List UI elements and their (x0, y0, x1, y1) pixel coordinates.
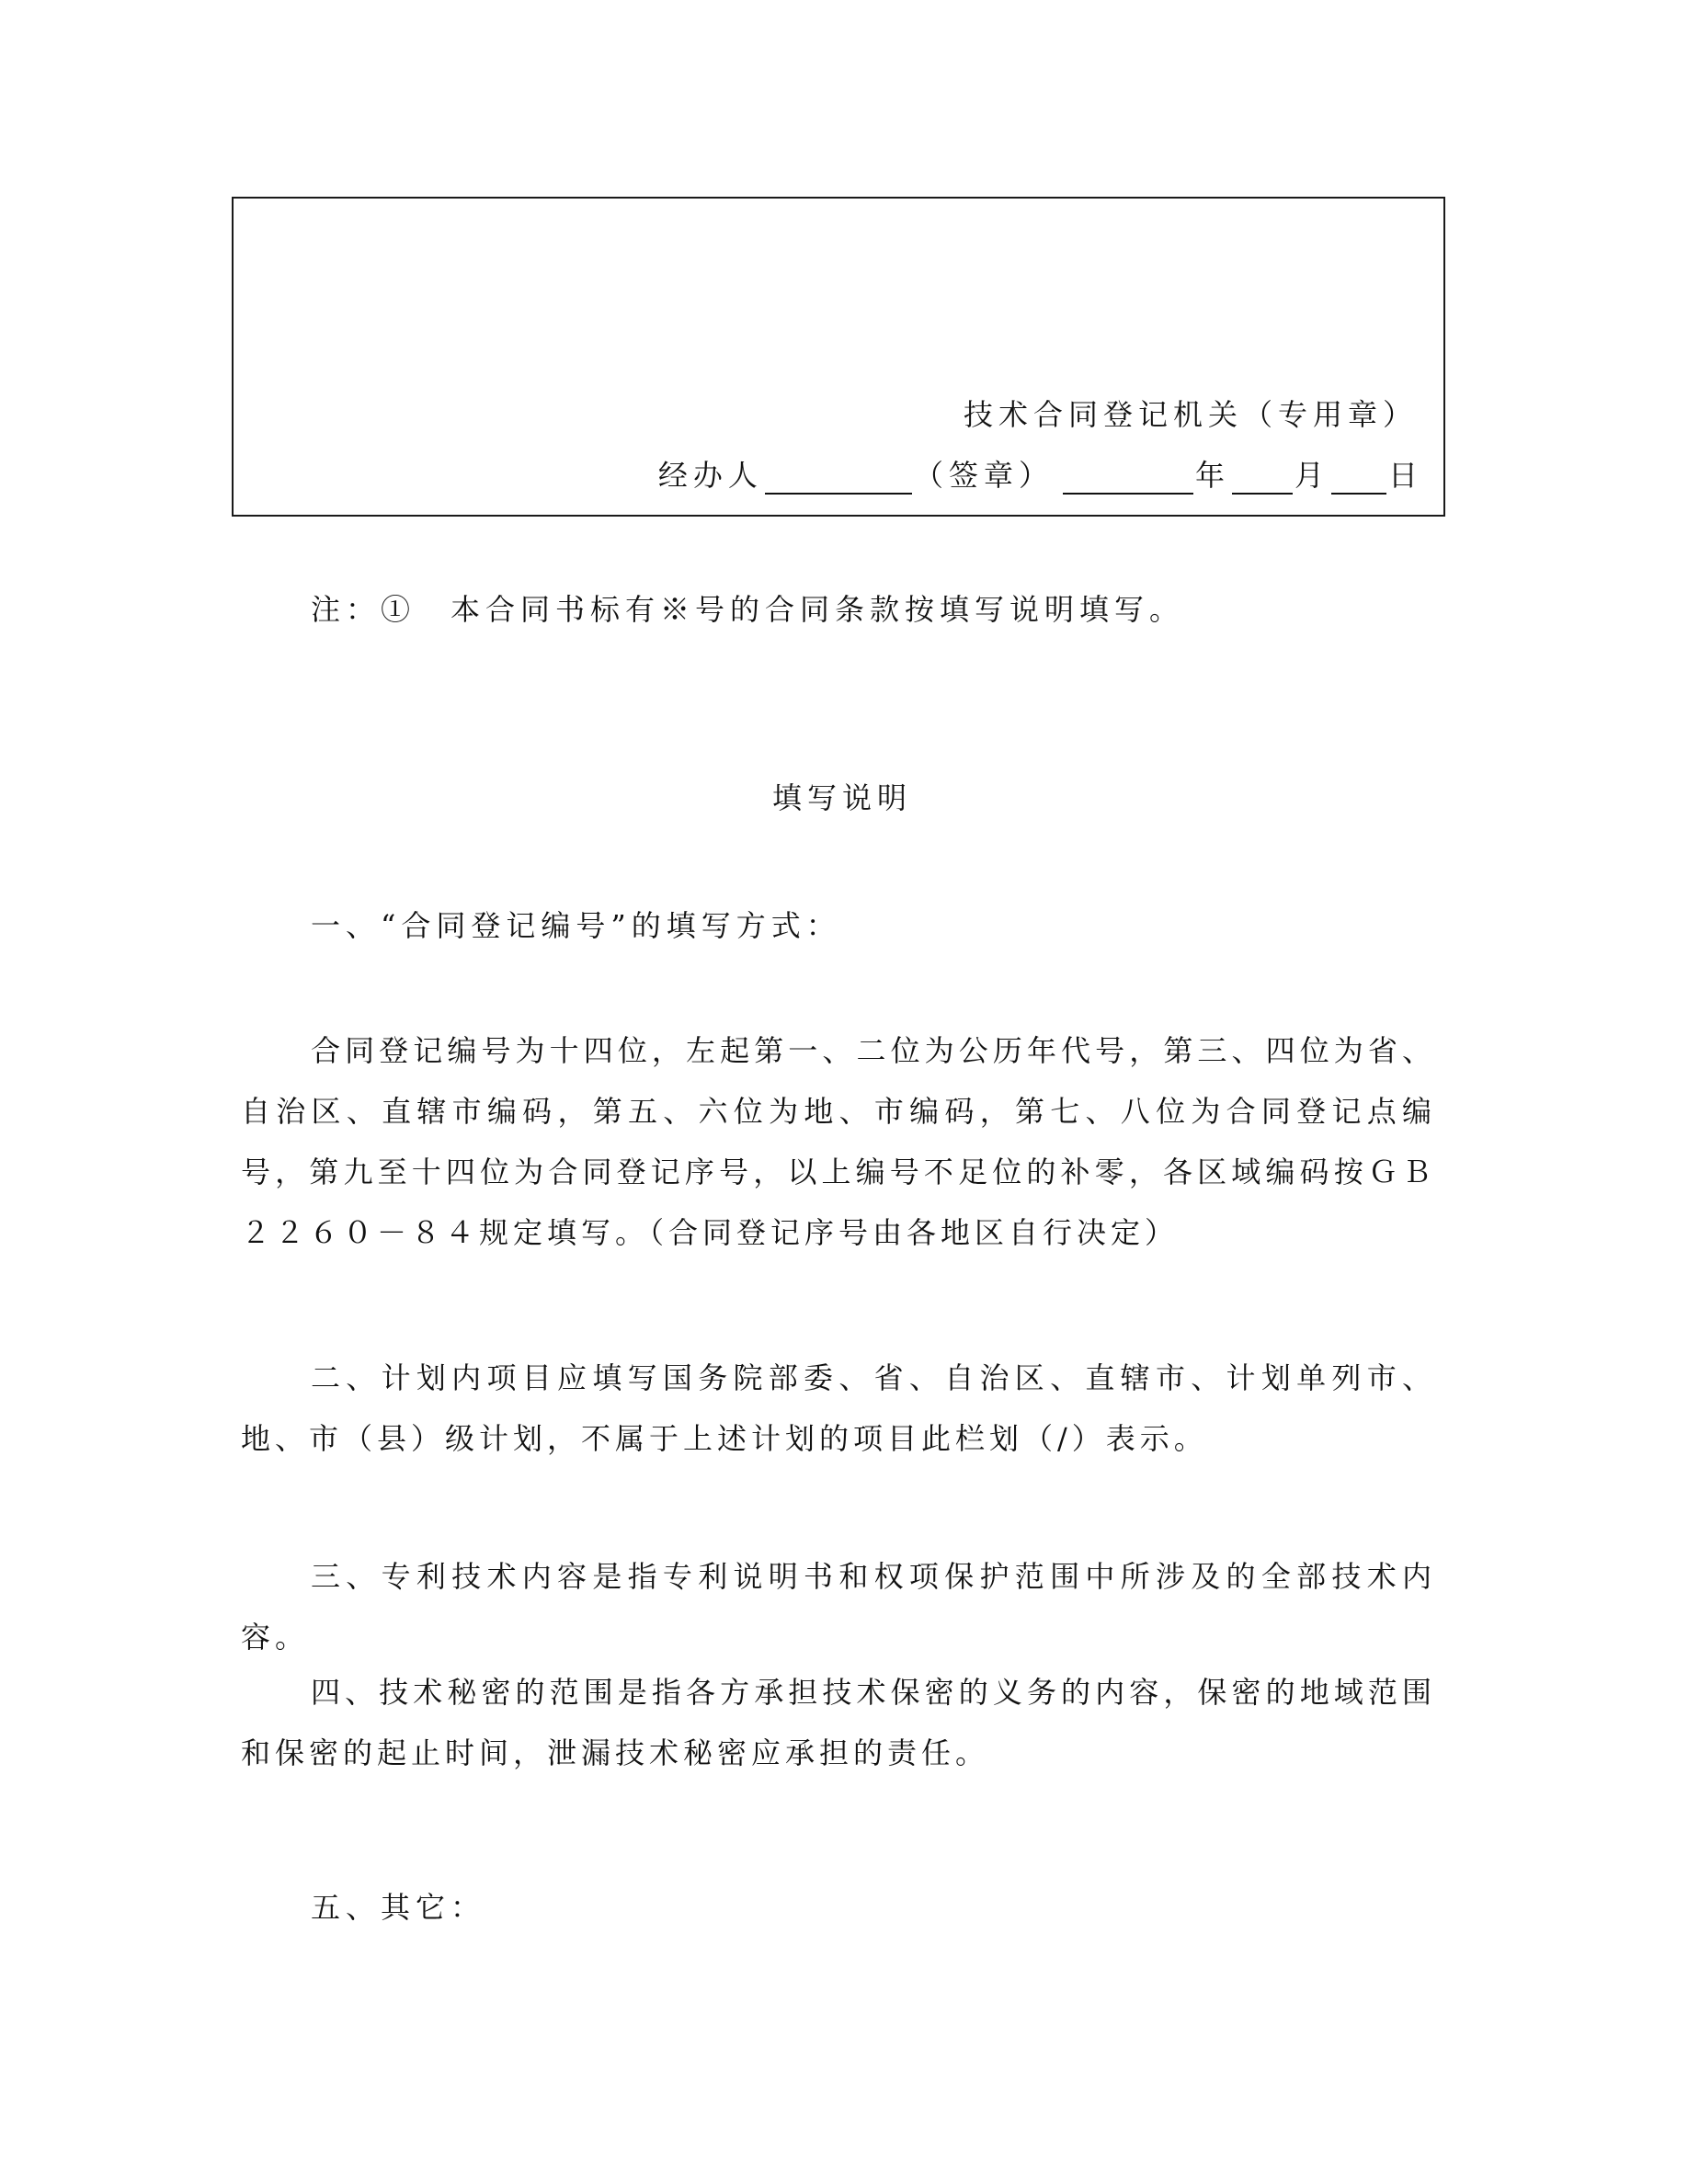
month-blank[interactable] (1232, 461, 1293, 495)
item4-paragraph: 四、技术秘密的范围是指各方承担技术保密的义务的内容，保密的地域范围和保密的起止时间，泄漏技术秘密应承担的责任。 (241, 1675, 1436, 1770)
instructions-title: 填写说明 (772, 780, 913, 815)
registration-authority-seal-label: 技术合同登记机关（专用章） (963, 397, 1418, 432)
month-label: 月 (1294, 458, 1329, 493)
item5-heading: 五、其它： (311, 1890, 486, 1925)
sign-label: （签章） (913, 458, 1054, 493)
year-label: 年 (1194, 458, 1230, 493)
handler-name-blank[interactable] (765, 461, 912, 495)
note-line: 注：① 本合同书标有※号的合同条款按填写说明填写。 (311, 592, 1185, 627)
item3-paragraph: 三、专利技术内容是指专利说明书和权项保护范围中所涉及的全部技术内容。 (241, 1559, 1436, 1655)
year-blank[interactable] (1063, 461, 1193, 495)
item1-heading: 一、“合同登记编号”的填写方式： (311, 908, 841, 943)
day-blank[interactable] (1331, 461, 1386, 495)
day-label: 日 (1387, 458, 1423, 493)
item1-body: 合同登记编号为十四位，左起第一、二位为公历年代号，第三、四位为省、自治区、直辖市编码，第五、六位为地、市编码，第七、八位为合同登记点编号，第九至十四位为合同登记序号，以上编号不足位的补零，各区域编码按ＧＢ２２６０－８４规定填写。（合同登记序号由各地区自行决定） (241, 1033, 1436, 1250)
registration-box (232, 197, 1445, 517)
handler-label: 经办人 (657, 458, 763, 493)
handler-signature-line (658, 452, 1423, 495)
item2-paragraph: 二、计划内项目应填写国务院部委、省、自治区、直辖市、计划单列市、地、市（县）级计划，不属于上述计划的项目此栏划（/）表示。 (241, 1360, 1436, 1456)
